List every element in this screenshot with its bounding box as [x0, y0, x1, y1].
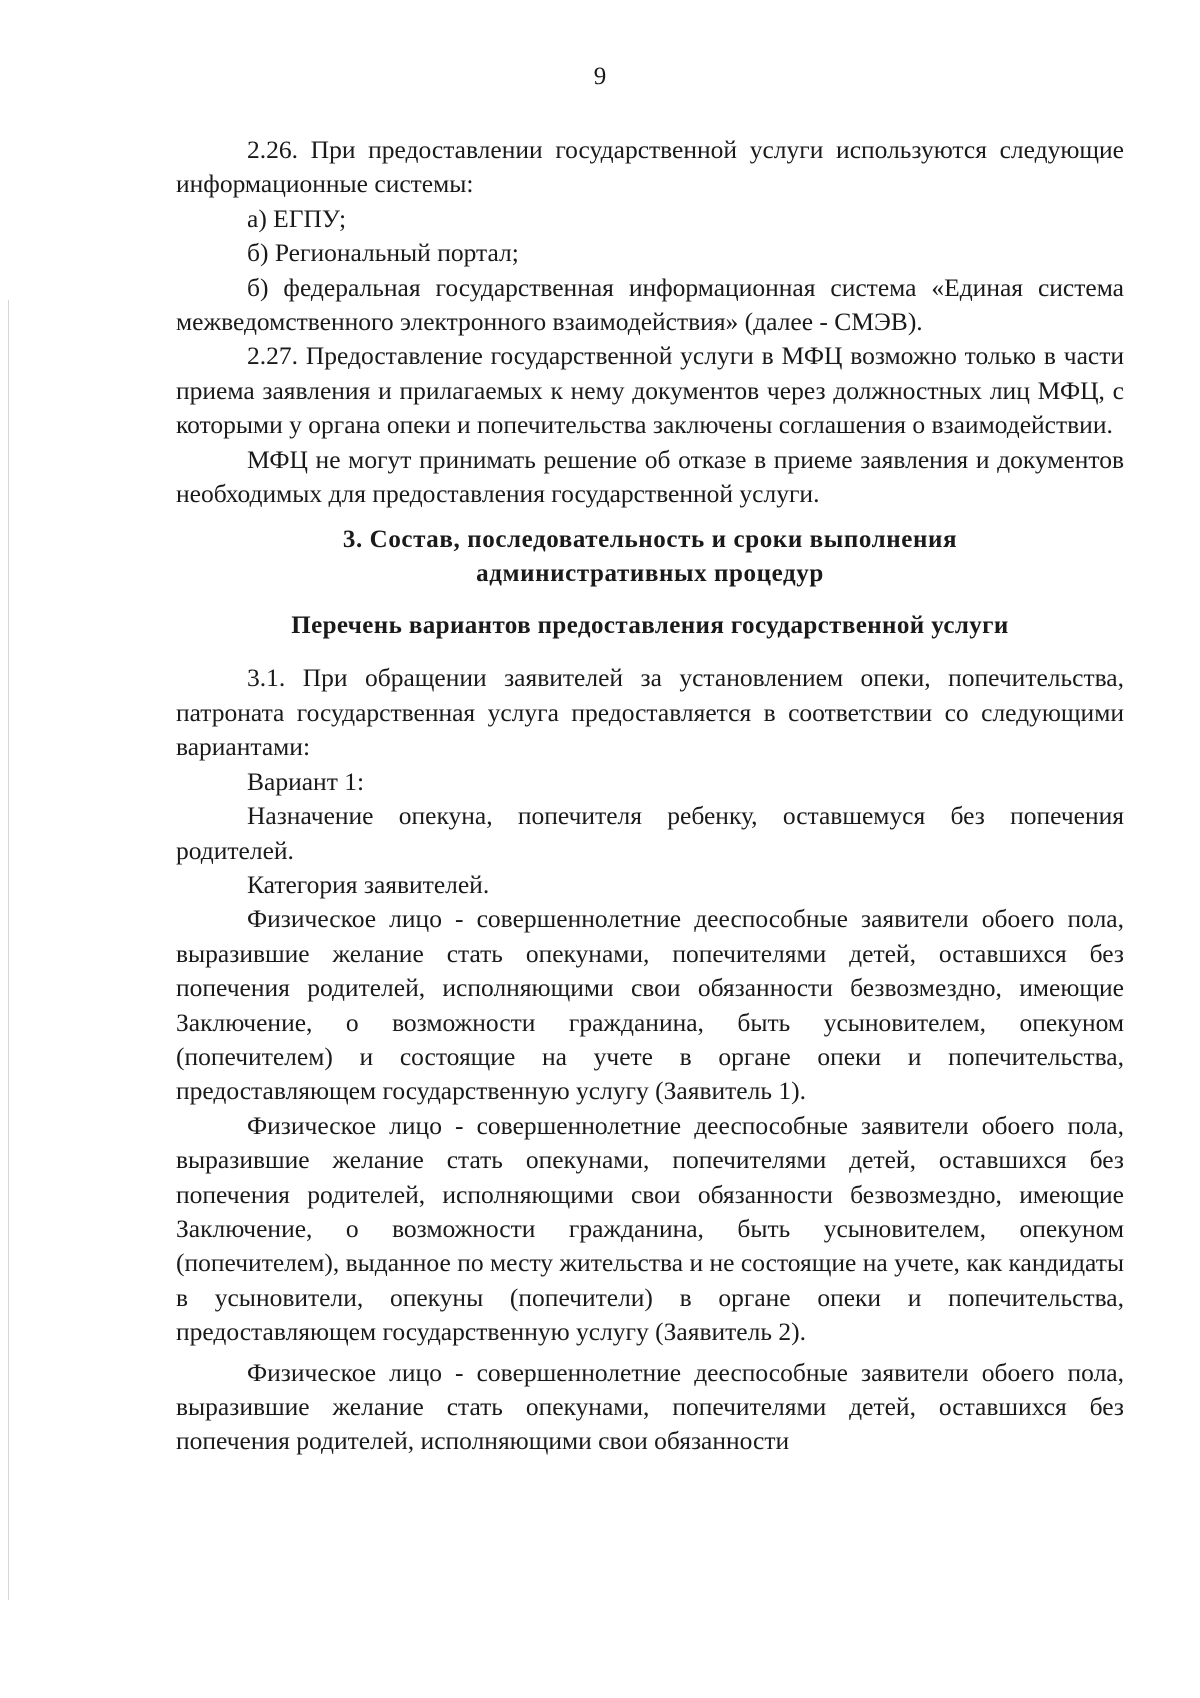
page-number: 9: [593, 63, 607, 90]
section-title: [176, 523, 1124, 591]
variant-description: Назначение опекуна, попечителя ребенку, оставшемуся без попечения родителей.: [176, 801, 1124, 865]
list-item-b-regional: б) Региональный портал;: [247, 238, 519, 268]
list-item-b-smev: б) федеральная государственная информационная система «Единая система межведомственного электронного взаимодействия» (далее - СМЭВ).: [176, 272, 1124, 337]
paragraph-2-26: 2.26. При предоставлении государственной услуги используются следующие информационные системы:: [176, 135, 1124, 199]
section-title-line-2: административных процедур: [476, 560, 824, 588]
paragraph-2-27: 2.27. Предоставление государственной услуги в МФЦ возможно только в части приема заявления и прилагаемых к нему документов через должностных лиц МФЦ, с которыми у органа опеки и попечительства заключены соглашения о взаимодействии.: [176, 341, 1124, 440]
document-body: [176, 133, 1124, 1459]
applicant-3-description: Физическое лицо - совершеннолетние дееспособные заявители обоего пола, выразившие желание стать опекунами, попечителями детей, оставшихся без попечения родителей, исполняющими свои обязанности: [176, 1357, 1124, 1456]
list-item-a: а) ЕГПУ;: [247, 203, 347, 233]
scan-edge-line: [8, 300, 9, 1600]
variant-label: Вариант 1:: [247, 766, 365, 796]
paragraph-mfc: МФЦ не могут принимать решение об отказе в приеме заявления и документов необходимых для предоставления государственной услуги.: [176, 444, 1124, 509]
section-subtitle: Перечень вариантов предоставления государственной услуги: [291, 612, 1009, 640]
applicant-category-label: Категория заявителей.: [247, 869, 490, 899]
applicant-1-description: Физическое лицо - совершеннолетние дееспособные заявители обоего пола, выразившие желание стать опекунами, попечителями детей, оставшихся без попечения родителей, исполняющими свои обязанности безвозмездно, имеющие Заключение, о возможности гражданина, быть усыновителем, опекуном (попечителем) и состоящие на учете в органе опеки и попечительства, предоставляющем государственную услугу (Заявитель 1).: [176, 904, 1124, 1106]
paragraph-3-1: 3.1. При обращении заявителей за установлением опеки, попечительства, патроната государственная услуга предоставляется в соответствии со следующими вариантами:: [176, 663, 1124, 762]
applicant-2-description: Физическое лицо - совершеннолетние дееспособные заявители обоего пола, выразившие желание стать опекунами, попечителями детей, оставшихся без попечения родителей, исполняющими свои обязанности безвозмездно, имеющие Заключение, о возможности гражданина, быть усыновителем, опекуном (попечителем), выданное по месту жительства и не состоящие на учете, как кандидаты в усыновители, опекуны (попечители) в органе опеки и попечительства, предоставляющем государственную услугу (Заявитель 2).: [176, 1110, 1124, 1347]
section-title-line-1: 3. Состав, последовательность и сроки выполнения: [342, 526, 958, 554]
